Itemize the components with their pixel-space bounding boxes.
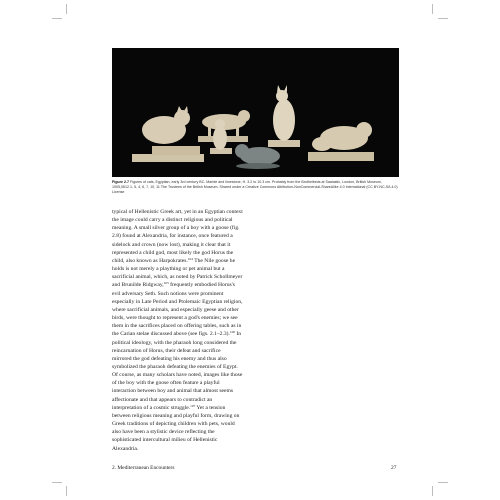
page-number: 27 bbox=[391, 465, 397, 471]
text-segment: the Carian stelae discussed above (see figs. 2.1–2.3). bbox=[112, 331, 230, 338]
text-line: 2.8) found at Alexandria, for instance, once featured a bbox=[112, 233, 233, 240]
running-footer-chapter: 2. Mediterranean Encounters bbox=[112, 465, 175, 471]
crop-mark bbox=[432, 486, 433, 496]
crop-mark bbox=[52, 482, 62, 483]
text-line: where sacrificial animals, and especially geese and other bbox=[112, 306, 239, 313]
cat-figurine bbox=[268, 85, 300, 147]
cat-figurine bbox=[308, 122, 374, 161]
text-line bbox=[112, 330, 296, 338]
text-line: political ideology, with the pharaoh long considered the bbox=[112, 339, 237, 346]
text-line: sidelock and crown (now lost), making it clear that it bbox=[112, 241, 231, 248]
text-line: evil adversary Seth. Such notions were prominent bbox=[112, 290, 224, 297]
body-text bbox=[112, 208, 296, 453]
footnote-ref[interactable]: 105 bbox=[163, 281, 169, 286]
cat-figurine bbox=[132, 106, 204, 162]
text-line bbox=[112, 281, 296, 289]
crop-mark bbox=[66, 486, 67, 496]
text-segment: In bbox=[235, 331, 242, 338]
text-line: reincarnation of Horus, their defeat and sacrifice bbox=[112, 347, 221, 354]
text-line: Of course, as many scholars have noted, images like those bbox=[112, 372, 243, 379]
text-line: Alexandria. bbox=[112, 445, 139, 452]
footnote-ref[interactable]: 106 bbox=[229, 330, 235, 335]
text-line: sacrificial animal, which, as noted by Patrick Schollmeyer bbox=[112, 274, 243, 281]
text-line: sophisticated intercultural milieu of Hellenistic bbox=[112, 437, 218, 444]
text-segment: interpretation of a cosmic struggle. bbox=[112, 404, 191, 411]
figure-caption bbox=[112, 180, 399, 196]
cat-figurine bbox=[235, 144, 280, 169]
text-line bbox=[112, 404, 296, 412]
text-segment: child, also known as Harpokrates. bbox=[112, 257, 188, 264]
text-line: especially in Late Period and Ptolemaic Egyptian religion, bbox=[112, 298, 243, 305]
text-line: of the boy with the goose often feature a playful bbox=[112, 380, 220, 387]
text-line: interaction between boy and animal that almost seems bbox=[112, 388, 234, 395]
text-line: between religious meaning and playful form, drawing on bbox=[112, 412, 240, 419]
text-segment: Yet a tension bbox=[195, 404, 226, 411]
footnote-ref[interactable]: 107 bbox=[190, 403, 196, 408]
footnote-ref[interactable]: 104 bbox=[187, 256, 193, 261]
text-line: symbolized the pharaoh defeating the enemies of Egypt. bbox=[112, 363, 238, 370]
crop-mark bbox=[66, 4, 67, 14]
text-line: typical of Hellenistic Greek art, yet in an Egyptian context bbox=[112, 209, 243, 215]
text-line: affectionate and that appears to contradict an bbox=[112, 396, 213, 403]
crop-mark bbox=[52, 18, 62, 19]
text-segment: frequently embodied Horus's bbox=[168, 282, 235, 289]
text-segment: and Brunilde Ridgway, bbox=[112, 282, 164, 289]
text-line: mirrored the god defeating his enemy and thus also bbox=[112, 355, 227, 362]
crop-mark bbox=[438, 18, 448, 19]
text-line: them in the sacrifices placed on offering tables, such as in bbox=[112, 323, 242, 330]
crop-mark bbox=[438, 482, 448, 483]
text-line: the image could carry a distinct religious and political bbox=[112, 217, 233, 224]
text-line: Greek traditions of depicting children with pets, would bbox=[112, 421, 235, 428]
text-line: represented a child god, most likely the god Horus the bbox=[112, 249, 234, 256]
crop-mark bbox=[432, 4, 433, 14]
text-line: holds is not merely a plaything or pet animal but a bbox=[112, 266, 225, 273]
caption-text: Figures of cats, Egyptian, early 3rd century BC. Marble and limestone, H. 3.2 to 10.3 cm. Probably from the Brothelbeds at Saalastic, London, British Museum, 1905,0612.1- 5, 4, 6, 7, 10, 11 The Trustees of the British Museum. Shared under a Creative Commons Attribution-NonCommercial-ShareAlike 4.0 International (CC BY-NC-SA 4.0) License bbox=[112, 180, 398, 195]
text-line bbox=[112, 257, 296, 265]
text-line: birds, were thought to represent a god's enemies; we see bbox=[112, 315, 238, 322]
figure-label: Figure 2.7 bbox=[112, 180, 129, 184]
text-line: also have been a stylistic device reflecting the bbox=[112, 429, 215, 436]
figure-photo bbox=[112, 48, 399, 177]
text-segment: The Nile goose he bbox=[192, 257, 236, 264]
text-line: meaning. A small silver group of a boy with a goose (fig. bbox=[112, 225, 240, 232]
